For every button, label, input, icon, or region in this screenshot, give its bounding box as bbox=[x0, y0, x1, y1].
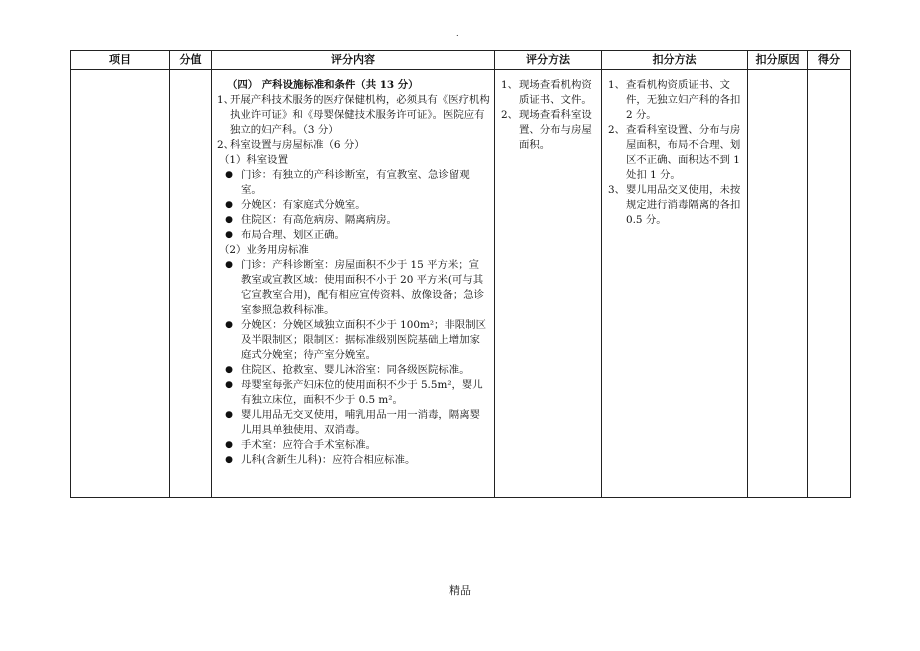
list-item: ● 婴儿用品无交叉使用，哺乳用品一用一消毒，隔离婴儿用具单独使用、双消毒。 bbox=[217, 408, 494, 438]
content-item-1 bbox=[217, 93, 494, 138]
bullet-icon: ● bbox=[225, 410, 233, 420]
table-row bbox=[71, 70, 851, 498]
col-header-points: 得分 bbox=[808, 51, 851, 70]
content-item-2 bbox=[217, 138, 494, 153]
page-footer: 精品 bbox=[449, 584, 471, 597]
subsection-1-list bbox=[217, 168, 494, 243]
deduction-method-2: 2、 查看科室设置、分布与房屋面积，布局不合理、划区不正确、面积达不到 1 处扣 1 分。 bbox=[608, 124, 741, 181]
content-item-1-text: 开展产科技术服务的医疗保健机构，必须具有《医疗机构执业许可证》和《母婴保健技术服务许可证》。医院应有独立的妇产科。（3 分） bbox=[230, 94, 490, 136]
list-item: ● 分娩区：有家庭式分娩室。 bbox=[217, 198, 494, 213]
col-header-deduction-method: 扣分方法 bbox=[602, 51, 748, 70]
content-item-2-text: 科室设置与房屋标准（6 分） bbox=[230, 139, 365, 151]
subsection-2-title: （2）业务用房标准 bbox=[219, 244, 309, 256]
item-cell bbox=[71, 70, 170, 498]
score-cell bbox=[170, 70, 212, 498]
table-header-row bbox=[71, 51, 851, 70]
col-header-scoring-method: 评分方法 bbox=[495, 51, 602, 70]
col-header-deduction-reason: 扣分原因 bbox=[748, 51, 808, 70]
col-header-content: 评分内容 bbox=[212, 51, 495, 70]
content-cell bbox=[212, 70, 495, 498]
list-item: ● 门诊：有独立的产科诊断室，有宣教室、急诊留观室。 bbox=[217, 168, 494, 198]
list-item: ● 门诊：产科诊断室：房屋面积不少于 15 平方米；宣教室或宣教区域：使用面积不小于 20 平方米(可与其它宣教室合用)，配有相应宣传资料、放像设备；急诊室参照急救科标准。 bbox=[217, 258, 494, 318]
list-item: ● 手术室：应符合手术室标准。 bbox=[217, 438, 494, 453]
scoring-method-1: 1、 现场查看机构资质证书、文件。 bbox=[501, 79, 592, 106]
subsection-1-title: （1）科室设置 bbox=[219, 154, 288, 166]
list-item: ● 母婴室每张产妇床位的使用面积不少于 5.5m²，婴儿有独立床位，面积不少于 0.5 m²。 bbox=[217, 378, 494, 408]
scoring-table bbox=[70, 50, 851, 498]
bullet-icon: ● bbox=[225, 320, 233, 330]
scoring-method-cell bbox=[495, 70, 602, 498]
bullet-icon: ● bbox=[225, 170, 233, 180]
bullet-icon: ● bbox=[225, 260, 233, 270]
deduction-reason-cell bbox=[748, 70, 808, 498]
section-title: （四） 产科设施标准和条件（共 13 分） bbox=[227, 79, 419, 91]
col-header-score: 分值 bbox=[170, 51, 212, 70]
content-item-1-num: 1、 bbox=[217, 94, 235, 106]
subsection-2-list bbox=[217, 258, 494, 468]
list-item: ● 分娩区：分娩区域独立面积不少于 100m²；非限制区及半限制区；限制区：据标准级别医院基础上增加家庭式分娩室；待产室分娩室。 bbox=[217, 318, 494, 363]
list-item: ● 儿科(含新生儿科)：应符合相应标准。 bbox=[217, 453, 494, 468]
bullet-icon: ● bbox=[225, 440, 233, 450]
bullet-icon: ● bbox=[225, 230, 233, 240]
bullet-icon: ● bbox=[225, 200, 233, 210]
deduction-method-1: 1、 查看机构资质证书、文件，无独立妇产科的各扣 2 分。 bbox=[608, 79, 741, 121]
list-item: ● 布局合理、划区正确。 bbox=[217, 228, 494, 243]
deduction-method-cell bbox=[602, 70, 748, 498]
col-header-item: 项目 bbox=[71, 51, 170, 70]
content-item-2-num: 2、 bbox=[217, 139, 235, 151]
bullet-icon: ● bbox=[225, 215, 233, 225]
header-dot: . bbox=[456, 29, 459, 38]
bullet-icon: ● bbox=[225, 380, 233, 390]
scoring-method-2: 2、 现场查看科室设置、分布与房屋面积。 bbox=[501, 109, 592, 151]
deduction-method-3: 3、 婴儿用品交叉使用，未按规定进行消毒隔离的各扣 0.5 分。 bbox=[608, 184, 741, 226]
list-item: ● 住院区：有高危病房、隔离病房。 bbox=[217, 213, 494, 228]
list-item: ● 住院区、抢救室、婴儿沐浴室：同各级医院标准。 bbox=[217, 363, 494, 378]
points-cell bbox=[808, 70, 851, 498]
bullet-icon: ● bbox=[225, 455, 233, 465]
bullet-icon: ● bbox=[225, 365, 233, 375]
